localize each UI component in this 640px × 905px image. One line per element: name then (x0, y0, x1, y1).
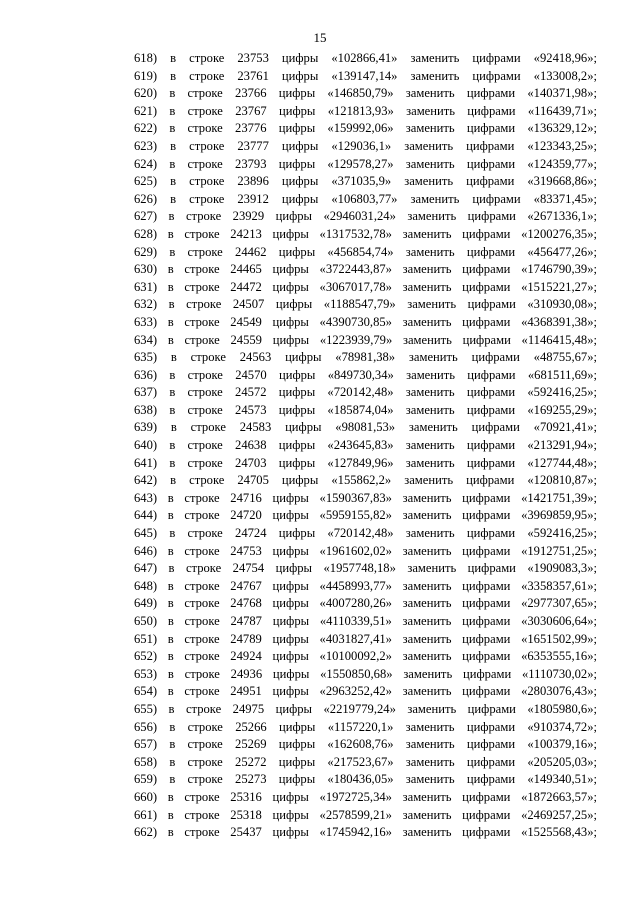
amendment-line: 622) в строке 23776 цифры «159992,06» заменить цифрами «136329,12»; (134, 121, 597, 136)
amendment-line: 627) в строке 23929 цифры «2946031,24» заменить цифрами «2671336,1»; (134, 209, 597, 224)
amendment-line: 638) в строке 24573 цифры «185874,04» заменить цифрами «169255,29»; (134, 402, 597, 417)
amendment-line: 620) в строке 23766 цифры «146850,79» заменить цифрами «140371,98»; (134, 86, 597, 101)
amendment-line: 645) в строке 24724 цифры «720142,48» заменить цифрами «592416,25»; (134, 526, 597, 541)
amendment-list (134, 50, 604, 842)
amendment-line: 641) в строке 24703 цифры «127849,96» заменить цифрами «127744,48»; (134, 455, 597, 470)
amendment-line: 640) в строке 24638 цифры «243645,83» заменить цифрами «213291,94»; (134, 438, 597, 453)
amendment-line: 629) в строке 24462 цифры «456854,74» заменить цифрами «456477,26»; (134, 244, 597, 259)
amendment-line: 661) в строке 25318 цифры «2578599,21» заменить цифрами «2469257,25»; (134, 807, 597, 822)
amendment-line: 621) в строке 23767 цифры «121813,93» заменить цифрами «116439,71»; (134, 103, 597, 118)
amendment-line: 653) в строке 24936 цифры «1550850,68» заменить цифрами «1110730,02»; (134, 666, 597, 681)
amendment-line: 635) в строке 24563 цифры «78981,38» заменить цифрами «48755,67»; (134, 350, 597, 365)
amendment-line: 651) в строке 24789 цифры «4031827,41» заменить цифрами «1651502,99»; (134, 631, 597, 646)
amendment-line: 646) в строке 24753 цифры «1961602,02» заменить цифрами «1912751,25»; (134, 543, 597, 558)
amendment-line: 636) в строке 24570 цифры «849730,34» заменить цифрами «681511,69»; (134, 367, 597, 382)
amendment-line: 619) в строке 23761 цифры «139147,14» заменить цифрами «133008,2»; (134, 68, 597, 83)
amendment-line: 656) в строке 25266 цифры «1157220,1» заменить цифрами «910374,72»; (134, 719, 597, 734)
amendment-line: 662) в строке 25437 цифры «1745942,16» заменить цифрами «1525568,43»; (134, 825, 597, 840)
amendment-line: 637) в строке 24572 цифры «720142,48» заменить цифрами «592416,25»; (134, 385, 597, 400)
amendment-line: 625) в строке 23896 цифры «371035,9» заменить цифрами «319668,86»; (134, 174, 597, 189)
amendment-line: 634) в строке 24559 цифры «1223939,79» заменить цифрами «1146415,48»; (134, 332, 597, 347)
amendment-line: 642) в строке 24705 цифры «155862,2» заменить цифрами «120810,87»; (134, 473, 597, 488)
amendment-line: 639) в строке 24583 цифры «98081,53» заменить цифрами «70921,41»; (134, 420, 597, 435)
amendment-line: 643) в строке 24716 цифры «1590367,83» заменить цифрами «1421751,39»; (134, 490, 597, 505)
amendment-line: 658) в строке 25272 цифры «217523,67» заменить цифрами «205205,03»; (134, 754, 597, 769)
amendment-line: 657) в строке 25269 цифры «162608,76» заменить цифрами «100379,16»; (134, 737, 597, 752)
amendment-line: 633) в строке 24549 цифры «4390730,85» заменить цифрами «4368391,38»; (134, 314, 597, 329)
amendment-line: 655) в строке 24975 цифры «2219779,24» заменить цифрами «1805980,6»; (134, 701, 597, 716)
amendment-line: 623) в строке 23777 цифры «129036,1» заменить цифрами «123343,25»; (134, 138, 597, 153)
amendment-line: 647) в строке 24754 цифры «1957748,18» заменить цифрами «1909083,3»; (134, 561, 597, 576)
amendment-line: 644) в строке 24720 цифры «5959155,82» заменить цифрами «3969859,95»; (134, 508, 597, 523)
amendment-line: 660) в строке 25316 цифры «1972725,34» заменить цифрами «1872663,57»; (134, 789, 597, 804)
amendment-line: 630) в строке 24465 цифры «3722443,87» заменить цифрами «1746790,39»; (134, 262, 597, 277)
amendment-line: 650) в строке 24787 цифры «4110339,51» заменить цифрами «3030606,64»; (134, 614, 597, 628)
amendment-line: 652) в строке 24924 цифры «10100092,2» заменить цифрами «6353555,16»; (134, 649, 597, 664)
amendment-line: 659) в строке 25273 цифры «180436,05» заменить цифрами «149340,51»; (134, 772, 597, 787)
amendment-line: 648) в строке 24767 цифры «4458993,77» заменить цифрами «3358357,61»; (134, 578, 597, 593)
amendment-line: 628) в строке 24213 цифры «1317532,78» заменить цифрами «1200276,35»; (134, 226, 597, 241)
amendment-line: 618) в строке 23753 цифры «102866,41» заменить цифрами «92418,96»; (134, 51, 597, 65)
amendment-line: 632) в строке 24507 цифры «1188547,79» заменить цифрами «310930,08»; (134, 297, 597, 312)
amendment-line: 631) в строке 24472 цифры «3067017,78» заменить цифрами «1515221,27»; (134, 279, 597, 294)
amendment-line: 626) в строке 23912 цифры «106803,77» заменить цифрами «83371,45»; (134, 191, 597, 206)
amendment-line: 624) в строке 23793 цифры «129578,27» заменить цифрами «124359,77»; (134, 156, 597, 171)
page-number: 15 (313, 30, 327, 45)
amendment-line: 654) в строке 24951 цифры «2963252,42» заменить цифрами «2803076,43»; (134, 684, 597, 699)
amendment-line: 649) в строке 24768 цифры «4007280,26» заменить цифрами «2977307,65»; (134, 596, 597, 611)
